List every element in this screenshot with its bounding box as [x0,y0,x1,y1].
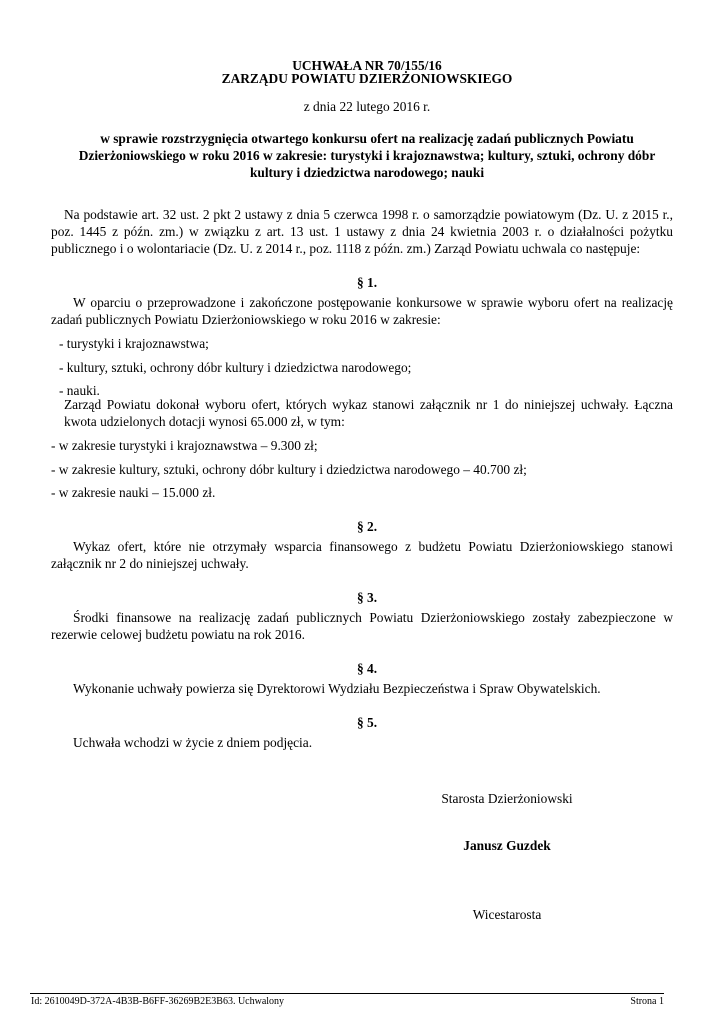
section-4-text: Wykonanie uchwały powierza się Dyrektorowi Wydziału Bezpieczeństwa i Spraw Obywatelskich. [73,681,601,696]
section-2-text: załącznik nr 2 do niniejszej uchwały. [51,556,249,571]
page-number: Strona 1 [630,996,664,1007]
preamble-line: publicznego i o wolontariacie (Dz. U. z 2014 r., poz. 1118 z późn. zm.) Zarząd Powiatu uchwala co następuje: [51,241,641,256]
amount-item: - w zakresie nauki – 15.000 zł. [51,485,216,500]
document-id: Id: 2610049D-372A-4B3B-B6FF-36269B2E3B63. Uchwalony [31,996,285,1007]
section-2-heading: § 2. [356,519,378,534]
preamble-line: poz. 1445 z późn. zm.) w związku z art. 13 ust. 1 ustawy z dnia 24 kwietnia 2003 r. o działalności pożytku [51,224,673,239]
amount-item: - w zakresie kultury, sztuki, ochrony dóbr kultury i dziedzictwa narodowego – 40.700 zł; [51,462,527,477]
subject-line-3: kultury i dziedzictwa narodowego; nauki [249,165,485,180]
list-item: - turystyki i krajoznawstwa; [59,336,209,351]
section-2-text: Wykaz ofert, które nie otrzymały wsparcia finansowego z budżetu Powiatu Dzierżoniowskiego stanowi [73,539,673,554]
resolution-number: UCHWAŁA NR 70/155/16 [292,58,442,73]
list-item: - kultury, sztuki, ochrony dóbr kultury i dziedzictwa narodowego; [59,360,412,375]
section-1-text: W oparciu o przeprowadzone i zakończone postępowanie konkursowe w sprawie wyboru ofert na realizację [73,295,673,310]
section-3-text: Środki finansowe na realizację zadań publicznych Powiatu Dzierżoniowskiego zostały zabezpieczone w [73,610,673,625]
section-1-selection: kwota udzielonych dotacji wynosi 65.000 zł, w tym: [64,414,345,429]
subject-line-2: Dzierżoniowskiego w roku 2016 w zakresie: turystyki i krajoznawstwa; kultury, sztuki, ochrony dóbr [78,148,656,163]
subject-line-1: w sprawie rozstrzygnięcia otwartego konkursu ofert na realizację zadań publicznych Powiatu [100,131,634,146]
signatory-role: Starosta Dzierżoniowski [441,791,573,806]
deputy-role: Wicestarosta [472,907,542,922]
signatory-name: Janusz Guzdek [463,838,551,853]
section-5-text: Uchwała wchodzi w życie z dniem podjęcia. [73,735,313,750]
section-3-heading: § 3. [356,590,378,605]
section-5-heading: § 5. [356,715,378,730]
preamble-line: Na podstawie art. 32 ust. 2 pkt 2 ustawy z dnia 5 czerwca 1998 r. o samorządzie powiatowym (Dz. U. z 2015 r., [64,207,673,222]
list-item: - nauki. [59,383,100,398]
issuing-body: ZARZĄDU POWIATU DZIERŻONIOWSKIEGO [221,71,513,86]
section-1-text: zadań publicznych Powiatu Dzierżoniowskiego w roku 2016 w zakresie: [51,312,441,327]
section-1-heading: § 1. [356,275,378,290]
section-1-selection: Zarząd Powiatu dokonał wyboru ofert, których wykaz stanowi załącznik nr 1 do niniejszej uchwały. Łączna [64,397,673,412]
resolution-date: z dnia 22 lutego 2016 r. [303,99,431,114]
amount-item: - w zakresie turystyki i krajoznawstwa – 9.300 zł; [51,438,318,453]
section-4-heading: § 4. [356,661,378,676]
section-3-text: rezerwie celowej budżetu powiatu na rok 2016. [51,627,305,642]
footer-divider [30,993,664,994]
